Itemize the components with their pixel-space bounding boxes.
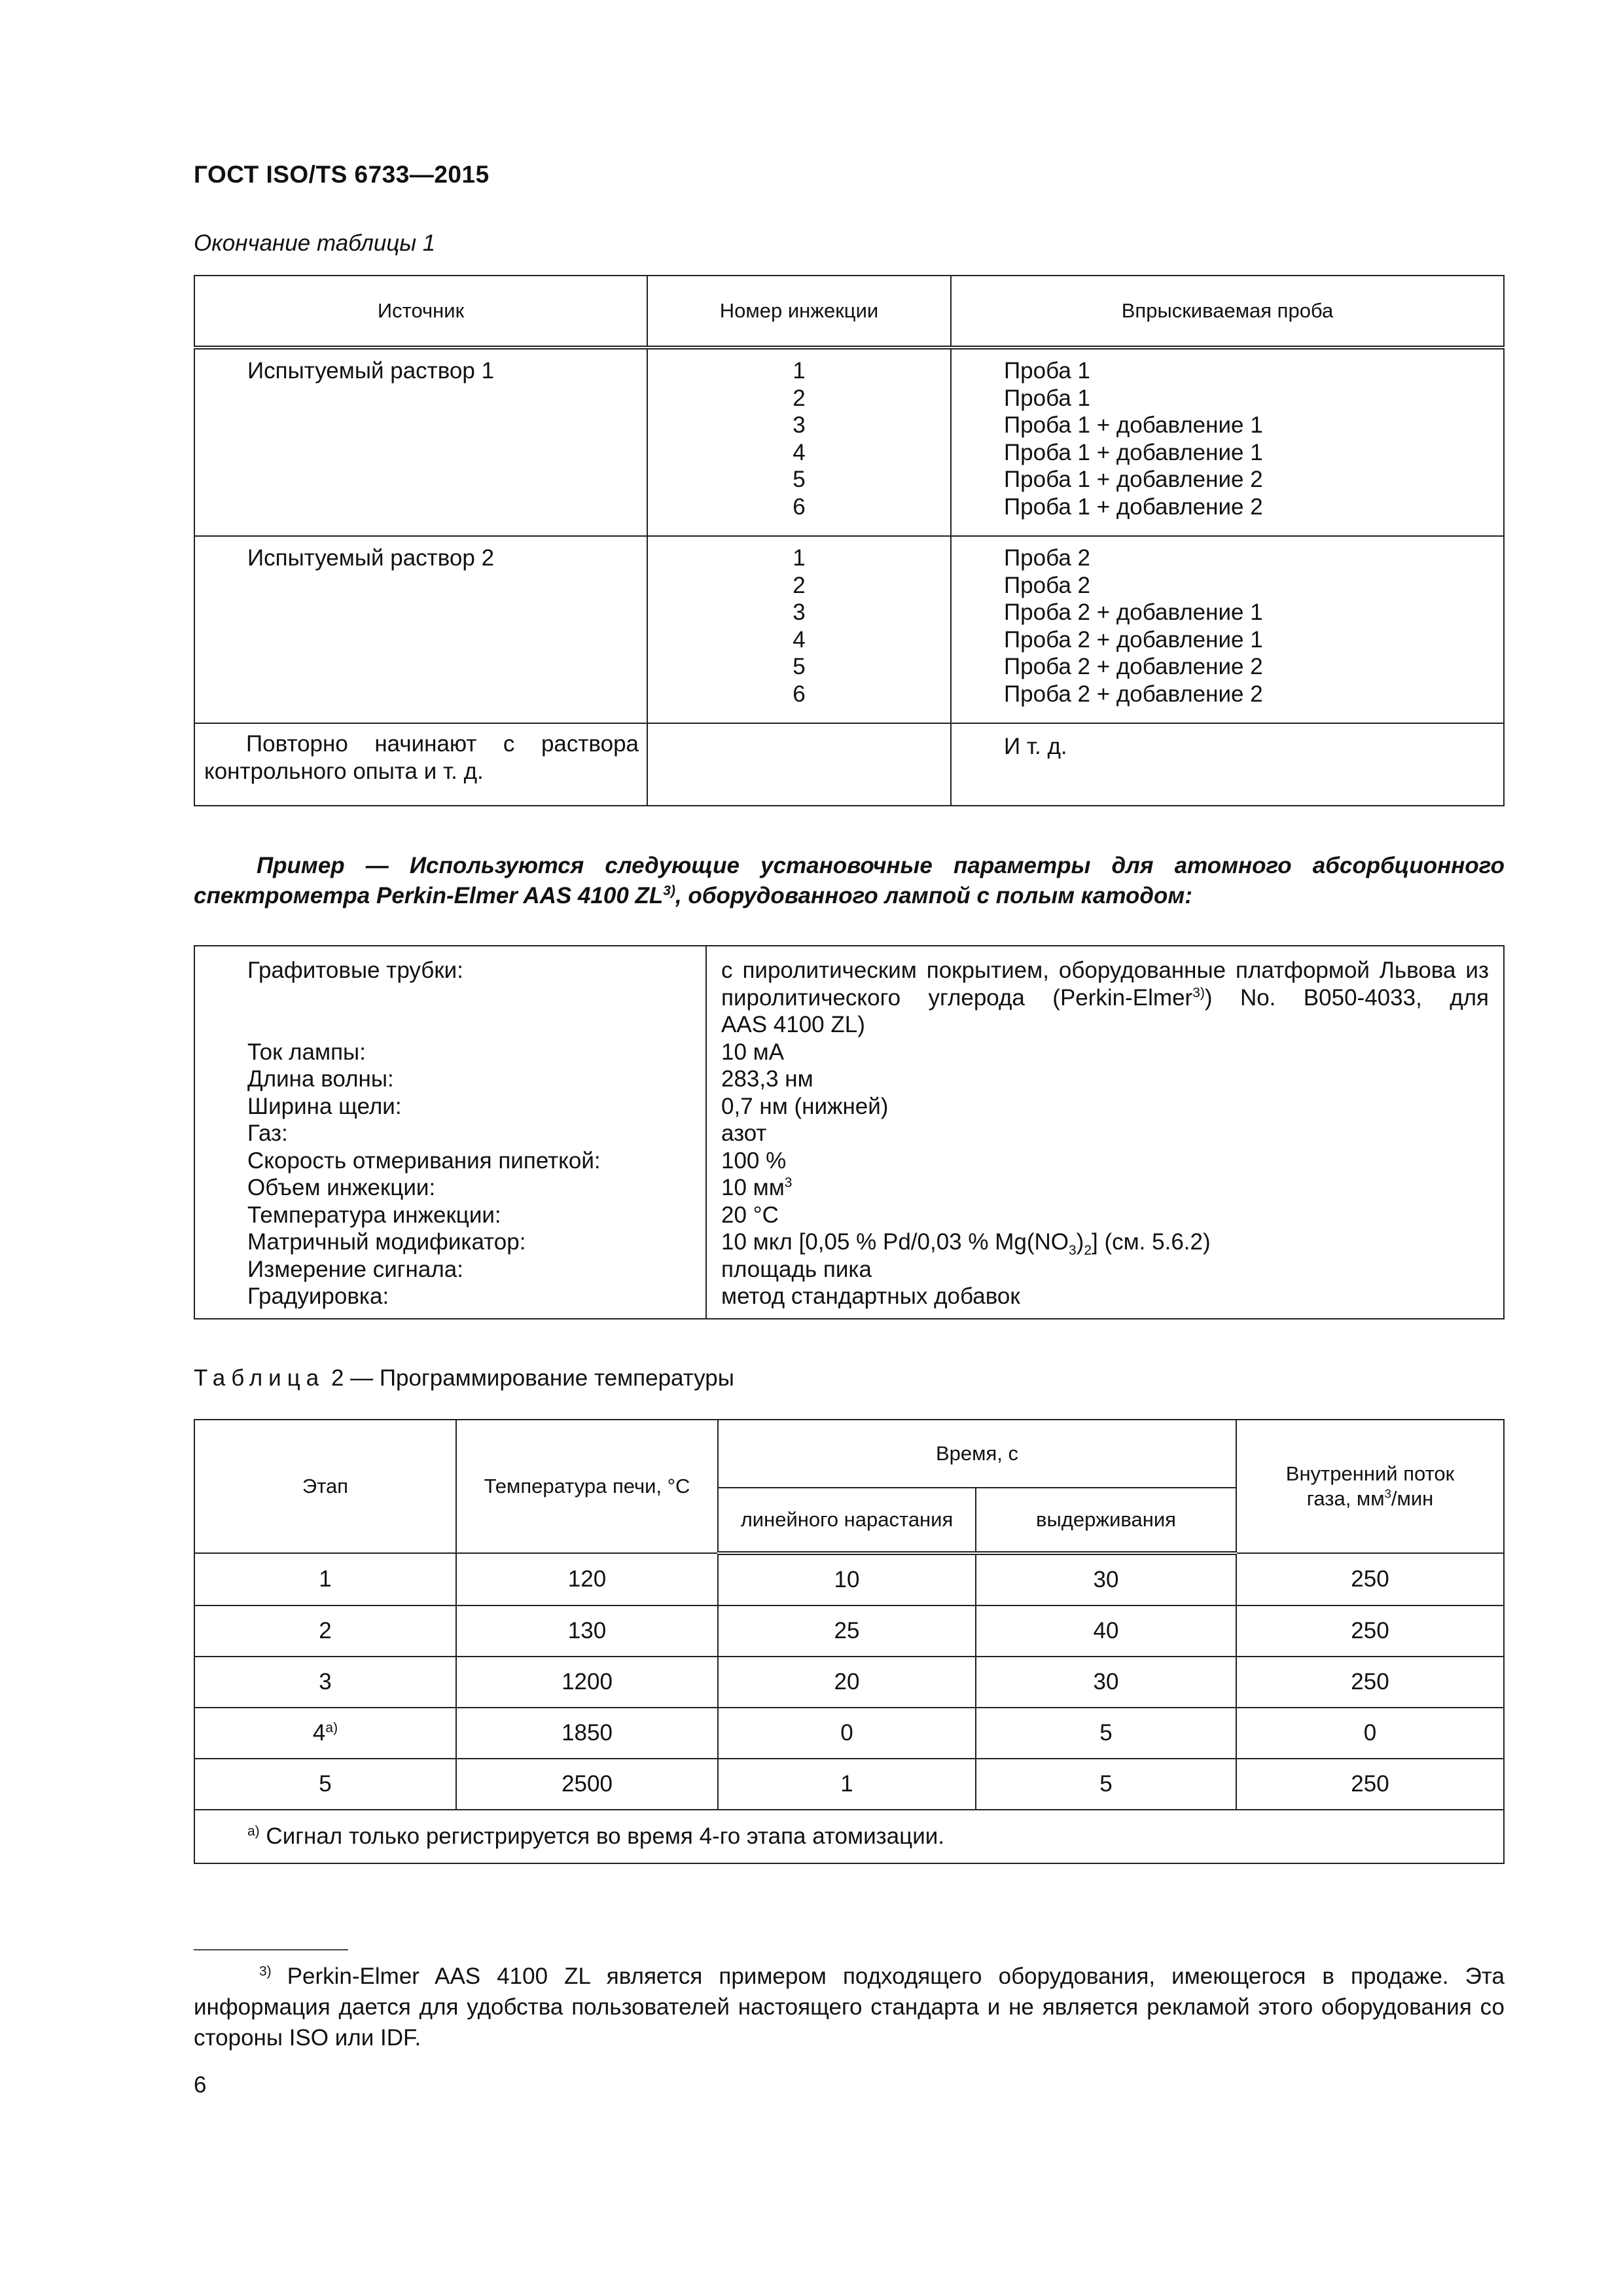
- param-label-spacer: [247, 984, 699, 1012]
- param-value-part: пиролитического углерода (Perkin-Elmer: [721, 984, 1193, 1011]
- gas-header-line2: газа, мм: [1306, 1487, 1385, 1510]
- footnote-divider: [194, 1949, 348, 1950]
- param-value: 20 °C: [721, 1202, 779, 1228]
- param-value: [721, 1229, 1489, 1256]
- gas-cell: 250: [1236, 1759, 1504, 1810]
- param-value-part: 10 мм: [721, 1175, 785, 1200]
- param-label: Ширина щели:: [247, 1093, 402, 1119]
- col-gas-flow: [1236, 1420, 1504, 1553]
- gas-cell: 250: [1236, 1657, 1504, 1708]
- document-code: ГОСТ ISO/TS 6733—2015: [194, 161, 490, 188]
- superscript: a): [325, 1720, 338, 1736]
- gas-header-unit: /мин: [1391, 1487, 1434, 1510]
- injection-number: 2: [793, 572, 806, 598]
- col-furnace-temp: Температура печи, °C: [456, 1420, 718, 1553]
- example-paragraph: [194, 851, 1505, 911]
- stage-cell: [194, 1657, 456, 1708]
- table-row: [194, 348, 1504, 536]
- col-stage: Этап: [194, 1420, 456, 1553]
- superscript: 3: [1384, 1486, 1391, 1501]
- hold-cell: 5: [976, 1759, 1236, 1810]
- injection-number: 1: [793, 358, 806, 384]
- param-label: Ток лампы:: [247, 1039, 366, 1065]
- param-label: Измерение сигнала:: [247, 1256, 463, 1282]
- injection-number: 6: [793, 681, 806, 707]
- param-value-part: 10 мкл [0,05 % Pd/0,03 % Mg(NO: [721, 1229, 1069, 1255]
- sample-text: Проба 2 + добавление 1: [1004, 600, 1263, 625]
- param-value: с пиролитическим покрытием, оборудованные платформой Львова из: [721, 958, 1489, 983]
- source-cell: Испытуемый раствор 2: [194, 536, 647, 723]
- col-ramp: линейного нарастания: [718, 1488, 976, 1553]
- injection-number: 5: [793, 654, 806, 679]
- ramp-cell: 10: [718, 1553, 976, 1605]
- table2: [194, 1419, 1505, 1864]
- table-row: [194, 1657, 1504, 1708]
- footnote-ref: 3): [663, 883, 675, 899]
- param-label: Градуировка:: [247, 1283, 389, 1309]
- table-row: [194, 1759, 1504, 1810]
- table2-title: [194, 1365, 734, 1391]
- injection-number: 5: [793, 467, 806, 492]
- stage-value: 5: [319, 1771, 332, 1797]
- temp-cell: 2500: [456, 1759, 718, 1810]
- param-value: 283,3 нм: [721, 1066, 813, 1092]
- stage-value: 2: [319, 1618, 332, 1643]
- param-value: AAS 4100 ZL): [721, 1012, 865, 1037]
- samples-cell: [951, 348, 1504, 536]
- sample-text: Проба 1 + добавление 1: [1004, 412, 1263, 438]
- sample-text: Проба 1: [1004, 385, 1090, 411]
- param-label: Газ:: [247, 1121, 288, 1146]
- ramp-cell: 25: [718, 1605, 976, 1657]
- sample-text: Проба 1 + добавление 2: [1004, 467, 1263, 492]
- subscript: 2: [1084, 1243, 1092, 1258]
- param-value: 100 %: [721, 1147, 787, 1174]
- source-cell: Испытуемый раствор 1: [194, 348, 647, 536]
- injection-number: 4: [793, 439, 806, 465]
- hold-cell: 40: [976, 1605, 1236, 1657]
- table2-title-word: Таблица: [194, 1365, 325, 1391]
- stage-value: 4: [312, 1720, 326, 1746]
- param-label: Скорость отмеривания пипеткой:: [247, 1147, 601, 1174]
- param-value: [721, 984, 1489, 1012]
- table1: [194, 275, 1505, 806]
- param-value-part: ] (см. 5.6.2): [1092, 1229, 1211, 1255]
- footnote-text: Perkin-Elmer AAS 4100 ZL является примером подходящего оборудования, имеющегося в продаже. Эта информация дается для удобства пользователей настоящего стандарта и не является рекламой этого оборудования со стороны ISO или IDF.: [194, 1964, 1505, 2051]
- injection-number: 6: [793, 493, 806, 520]
- sample-text: Проба 1 + добавление 1: [1004, 439, 1263, 465]
- param-value: 10 мА: [721, 1039, 785, 1065]
- sample-text: Проба 2 + добавление 2: [1004, 681, 1263, 707]
- note-mark: a): [247, 1823, 260, 1839]
- sample-text: Проба 1 + добавление 2: [1004, 493, 1263, 520]
- stage-cell: [194, 1708, 456, 1759]
- param-value: 0,7 нм (нижней): [721, 1093, 889, 1119]
- footnote: [194, 1961, 1505, 2053]
- temp-cell: 130: [456, 1605, 718, 1657]
- param-label-spacer: [247, 1011, 699, 1039]
- gas-cell: 0: [1236, 1708, 1504, 1759]
- stage-value: 3: [319, 1669, 332, 1695]
- table-note-row: [194, 1810, 1504, 1863]
- hold-cell: 30: [976, 1657, 1236, 1708]
- param-label: Графитовые трубки:: [247, 958, 463, 983]
- injection-number: 3: [793, 600, 806, 625]
- injection-numbers-cell: [647, 536, 951, 723]
- sample-text: Проба 2 + добавление 1: [1004, 626, 1263, 653]
- param-value: метод стандартных добавок: [721, 1283, 1020, 1309]
- page-number: 6: [194, 2072, 207, 2098]
- footnote-mark: 3): [259, 1964, 272, 1979]
- sample-text: Проба 2 + добавление 2: [1004, 654, 1263, 679]
- table-row: [194, 723, 1504, 806]
- source-cell: [194, 723, 647, 806]
- ramp-cell: 1: [718, 1759, 976, 1810]
- superscript: 3: [784, 1175, 793, 1191]
- sample-text: Проба 2: [1004, 545, 1090, 571]
- table-row: [194, 1708, 1504, 1759]
- injection-numbers-cell: [647, 723, 951, 806]
- table-row: [194, 1553, 1504, 1605]
- gas-cell: 250: [1236, 1553, 1504, 1605]
- table1-caption: Окончание таблицы 1: [194, 230, 436, 256]
- param-label: Матричный модификатор:: [247, 1229, 526, 1255]
- injection-numbers-cell: [647, 348, 951, 536]
- parameters-table: [194, 945, 1505, 1319]
- param-value: азот: [721, 1121, 767, 1146]
- parameter-labels-cell: [194, 946, 706, 1319]
- table-row: [194, 946, 1504, 1319]
- temp-cell: 1200: [456, 1657, 718, 1708]
- table1-col-sample: Впрыскиваемая проба: [951, 276, 1504, 348]
- hold-cell: 5: [976, 1708, 1236, 1759]
- param-value-part: ) No. B050-4033, для: [1204, 984, 1489, 1011]
- stage-cell: [194, 1553, 456, 1605]
- table-row: [194, 536, 1504, 723]
- param-value: площадь пика: [721, 1256, 872, 1282]
- samples-cell: [951, 536, 1504, 723]
- injection-number: 4: [793, 626, 806, 653]
- hold-cell: 30: [976, 1553, 1236, 1605]
- sample-text: Проба 2: [1004, 572, 1090, 598]
- gas-header-line1: Внутренний поток: [1285, 1462, 1455, 1485]
- injection-number: 3: [793, 412, 806, 438]
- injection-number: 2: [793, 385, 806, 411]
- injection-number: 1: [793, 545, 806, 571]
- table1-header-row: [194, 276, 1504, 348]
- example-text: Пример — Используются следующие установочные параметры для атомного абсорбционного спектрометра Perkin-Elmer AAS 4100 ZL: [194, 853, 1505, 908]
- gas-cell: 250: [1236, 1605, 1504, 1657]
- temp-cell: 120: [456, 1553, 718, 1605]
- table1-col-source: Источник: [194, 276, 647, 348]
- stage-cell: [194, 1605, 456, 1657]
- stage-value: 1: [319, 1566, 332, 1592]
- table2-title-rest: 2 — Программирование температуры: [325, 1365, 734, 1391]
- table1-col-injection: Номер инжекции: [647, 276, 951, 348]
- table2-note: [194, 1810, 1504, 1863]
- example-text-end: , оборудованного лампой с полым катодом:: [675, 883, 1192, 908]
- ramp-cell: 20: [718, 1657, 976, 1708]
- repeat-text: Повторно начинают с раствора контрольного опыта и т. д.: [204, 731, 639, 784]
- samples-cell: И т. д.: [951, 723, 1504, 806]
- table-row: [194, 1605, 1504, 1657]
- param-value-part: ): [1076, 1229, 1084, 1255]
- footnote-ref: 3): [1192, 984, 1205, 1000]
- param-label: Температура инжекции:: [247, 1202, 501, 1228]
- stage-cell: [194, 1759, 456, 1810]
- temp-cell: 1850: [456, 1708, 718, 1759]
- param-label: Длина волны:: [247, 1066, 394, 1092]
- note-text: Сигнал только регистрируется во время 4-го этапа атомизации.: [259, 1823, 945, 1849]
- parameter-values-cell: [706, 946, 1504, 1319]
- table2-header-row: [194, 1420, 1504, 1488]
- sample-text: Проба 1: [1004, 358, 1090, 384]
- subscript: 3: [1068, 1243, 1077, 1258]
- ramp-cell: 0: [718, 1708, 976, 1759]
- col-time: Время, с: [718, 1420, 1236, 1488]
- col-hold: выдерживания: [976, 1488, 1236, 1553]
- param-label: Объем инжекции:: [247, 1175, 436, 1200]
- param-value: [721, 1174, 1489, 1202]
